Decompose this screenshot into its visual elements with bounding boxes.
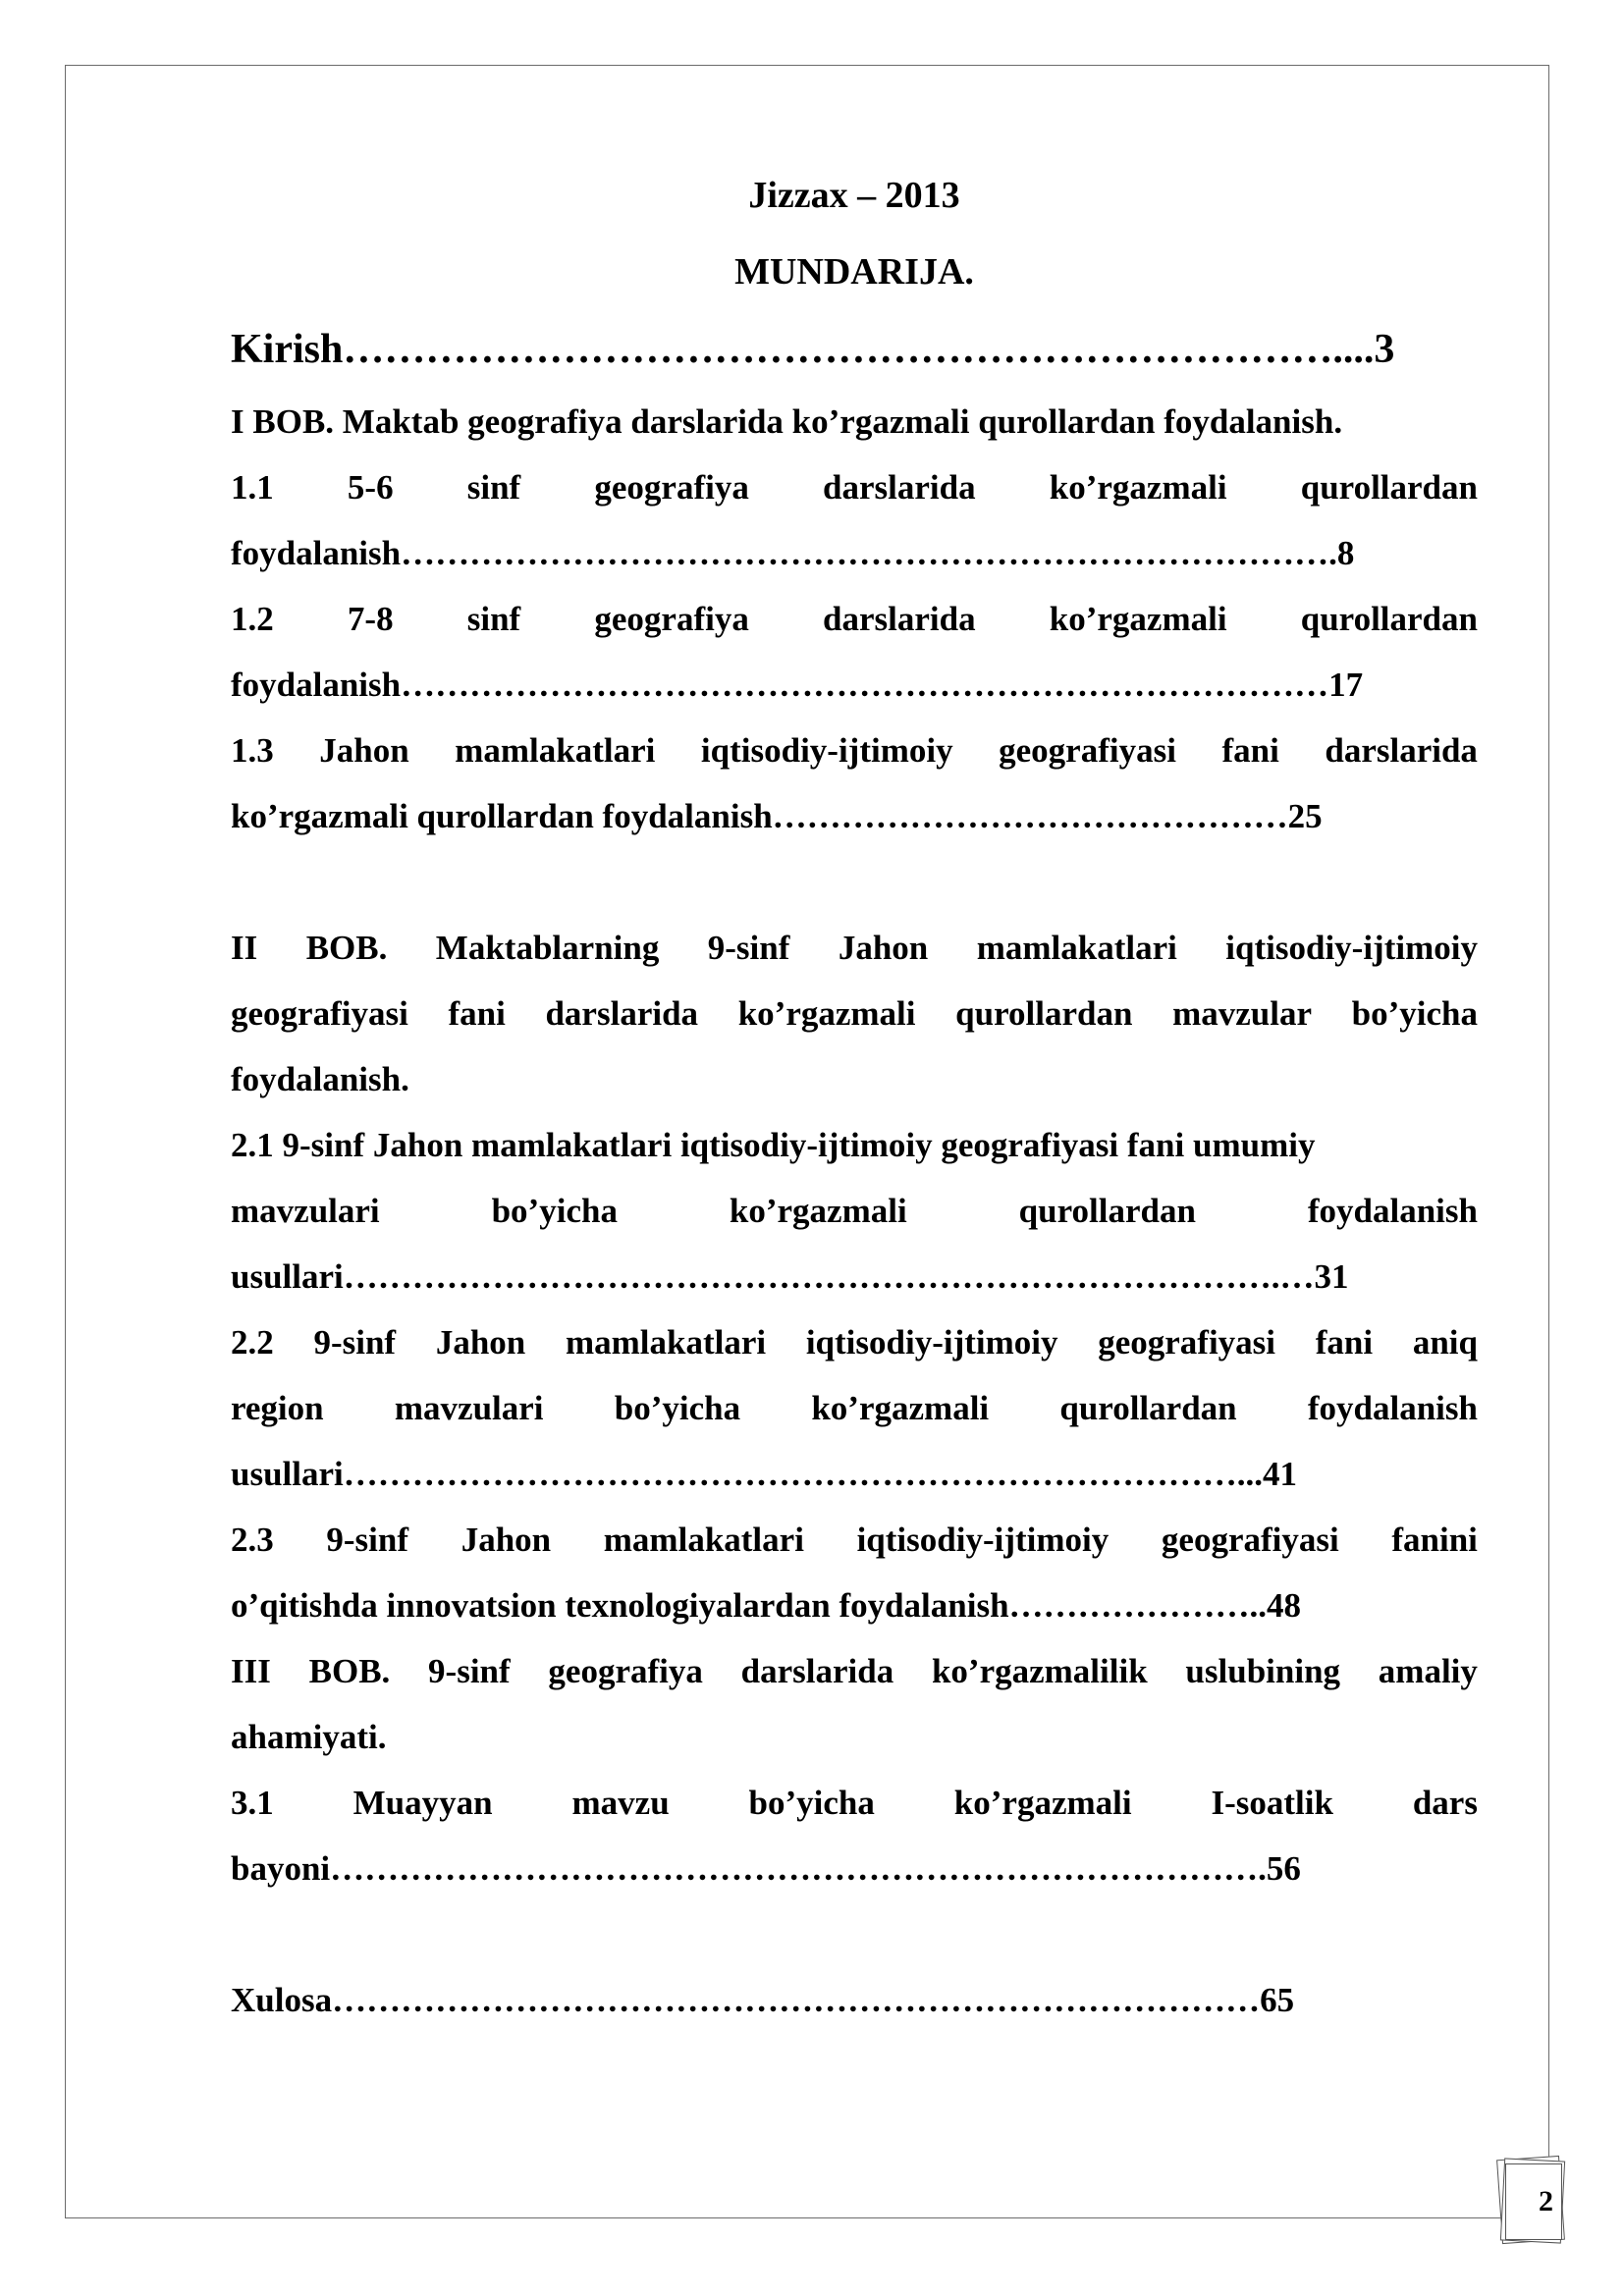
word: geografiyasi (1098, 1323, 1276, 1362)
word: II (231, 929, 258, 967)
toc-entry-1-1-line1 (231, 454, 1478, 520)
word: darslarida (545, 994, 699, 1033)
word: ko’rgazmali (953, 1784, 1132, 1822)
word: mamlakatlari (976, 929, 1177, 967)
toc-entry-xulosa: Xulosa………………………………………………………………………65 (231, 1981, 1295, 2019)
word: 9-sinf (428, 1652, 511, 1690)
word: fanini (1391, 1521, 1478, 1559)
word: 3.1 (231, 1784, 274, 1822)
word: ko’rgazmali (1049, 600, 1227, 638)
word: iqtisodiy-ijtimoiy (700, 731, 953, 770)
word: iqtisodiy-ijtimoiy (1225, 929, 1478, 967)
word: ko’rgazmali (737, 994, 916, 1033)
word: foydalanish (1307, 1192, 1478, 1230)
word: darslarida (740, 1652, 894, 1690)
word: geografiya (548, 1652, 703, 1690)
word: Jahon (838, 929, 929, 967)
word: 5-6 (347, 468, 394, 507)
word: mamlakatlari (603, 1521, 804, 1559)
word: bo’yicha (491, 1192, 618, 1230)
word: 9-sinf (313, 1323, 397, 1362)
word: I-soatlik (1211, 1784, 1333, 1822)
word: mamlakatlari (455, 731, 656, 770)
page-number: 2 (1539, 2185, 1553, 2217)
table-of-contents (231, 157, 1478, 2033)
word: darslarida (823, 468, 976, 507)
word: geografiya (594, 600, 749, 638)
word: bo’yicha (614, 1389, 741, 1427)
toc-entry-2-1-line2 (231, 1178, 1478, 1244)
word: foydalanish (1307, 1389, 1478, 1427)
word: 2.3 (231, 1521, 274, 1559)
toc-entry-1-3-line2: ko’rgazmali qurollardan foydalanish………………………………………25 (231, 797, 1323, 835)
spacer (231, 849, 1478, 915)
toc-entry-1-3-line1 (231, 718, 1478, 783)
word: darslarida (1325, 731, 1478, 770)
toc-entry-3-1-line2: bayoni……………………………………………………………………….56 (231, 1849, 1301, 1888)
toc-entry-2-1-line3: usullari……………………………………………………………………….…31 (231, 1257, 1349, 1296)
page-title: MUNDARIJA. (734, 251, 974, 293)
toc-entry-1-1-line2: foydalanish……………………………………………………………………….8 (231, 534, 1355, 572)
word: Jahon (435, 1323, 526, 1362)
word: ko’rgazmali (811, 1389, 990, 1427)
toc-entry-2-2-line2 (231, 1375, 1478, 1441)
word: uslubining (1185, 1652, 1341, 1690)
toc-entry-2-2-line3: usullari……………………………………………………………………...41 (231, 1455, 1298, 1493)
word: fani (448, 994, 506, 1033)
toc-chapter-3-line2: ahamiyati. (231, 1718, 387, 1756)
toc-entry-1-2-line2: foydalanish………………………………………………………………………17 (231, 666, 1364, 704)
word: iqtisodiy-ijtimoiy (805, 1323, 1058, 1362)
spacer (231, 1901, 1478, 1967)
word: 1.1 (231, 468, 274, 507)
word: BOB. (305, 929, 388, 967)
word: aniq (1412, 1323, 1478, 1362)
toc-entry-2-3-line2: o’qitishda innovatsion texnologiyalardan foydalanish…………………..48 (231, 1586, 1302, 1625)
word: sinf (466, 468, 521, 507)
word: 7-8 (347, 600, 394, 638)
word: darslarida (823, 600, 976, 638)
word: 1.2 (231, 600, 274, 638)
word: Jahon (460, 1521, 552, 1559)
word: 2.2 (231, 1323, 274, 1362)
word: ko’rgazmali (729, 1192, 907, 1230)
toc-entry-1-2-line1 (231, 586, 1478, 652)
word: fani (1221, 731, 1279, 770)
word: bo’yicha (748, 1784, 875, 1822)
word: fani (1315, 1323, 1374, 1362)
word: 1.3 (231, 731, 274, 770)
toc-entry-2-1-line1: 2.1 9-sinf Jahon mamlakatlari iqtisodiy-ijtimoiy geografiyasi fani umumiy (231, 1126, 1316, 1164)
word: dars (1412, 1784, 1478, 1822)
word: mavzulari (231, 1192, 380, 1230)
toc-entry-3-1-line1 (231, 1770, 1478, 1836)
place-year: Jizzax – 2013 (748, 175, 960, 216)
word: sinf (466, 600, 521, 638)
word: mavzu (571, 1784, 670, 1822)
toc-chapter-2-line1 (231, 915, 1478, 981)
word: geografiya (594, 468, 749, 507)
word: qurollardan (1018, 1192, 1196, 1230)
word: geografiyasi (999, 731, 1176, 770)
word: mavzulari (394, 1389, 544, 1427)
toc-entry-2-2-line1 (231, 1309, 1478, 1375)
toc-chapter-3-line1 (231, 1638, 1478, 1704)
word: ko’rgazmalilik (931, 1652, 1148, 1690)
word: mavzular (1172, 994, 1312, 1033)
word: geografiyasi (1161, 1521, 1339, 1559)
word: geografiyasi (231, 994, 408, 1033)
word: ko’rgazmali (1049, 468, 1227, 507)
toc-entry-kirish: Kirish………………………………………………………………....3 (231, 327, 1395, 372)
word: Muayyan (352, 1784, 493, 1822)
word: mamlakatlari (565, 1323, 767, 1362)
word: III (231, 1652, 271, 1690)
word: Jahon (319, 731, 409, 770)
word: 9-sinf (707, 929, 790, 967)
word: BOB. (308, 1652, 391, 1690)
word: qurollardan (955, 994, 1133, 1033)
word: 9-sinf (326, 1521, 409, 1559)
page-sheet-shape (1505, 2163, 1562, 2240)
word: iqtisodiy-ijtimoiy (856, 1521, 1110, 1559)
word: qurollardan (1300, 600, 1478, 638)
toc-entry-2-3-line1 (231, 1507, 1478, 1573)
word: Maktablarning (435, 929, 660, 967)
word: amaliy (1378, 1652, 1478, 1690)
word: region (231, 1389, 324, 1427)
toc-chapter-2-line3: foydalanish. (231, 1060, 409, 1098)
word: qurollardan (1059, 1389, 1237, 1427)
word: qurollardan (1300, 468, 1478, 507)
page-number-badge (1499, 2158, 1564, 2244)
toc-chapter-1: I BOB. Maktab geografiya darslarida ko’rgazmali qurollardan foydalanish. (231, 402, 1343, 441)
toc-chapter-2-line2 (231, 981, 1478, 1046)
word: bo’yicha (1351, 994, 1478, 1033)
